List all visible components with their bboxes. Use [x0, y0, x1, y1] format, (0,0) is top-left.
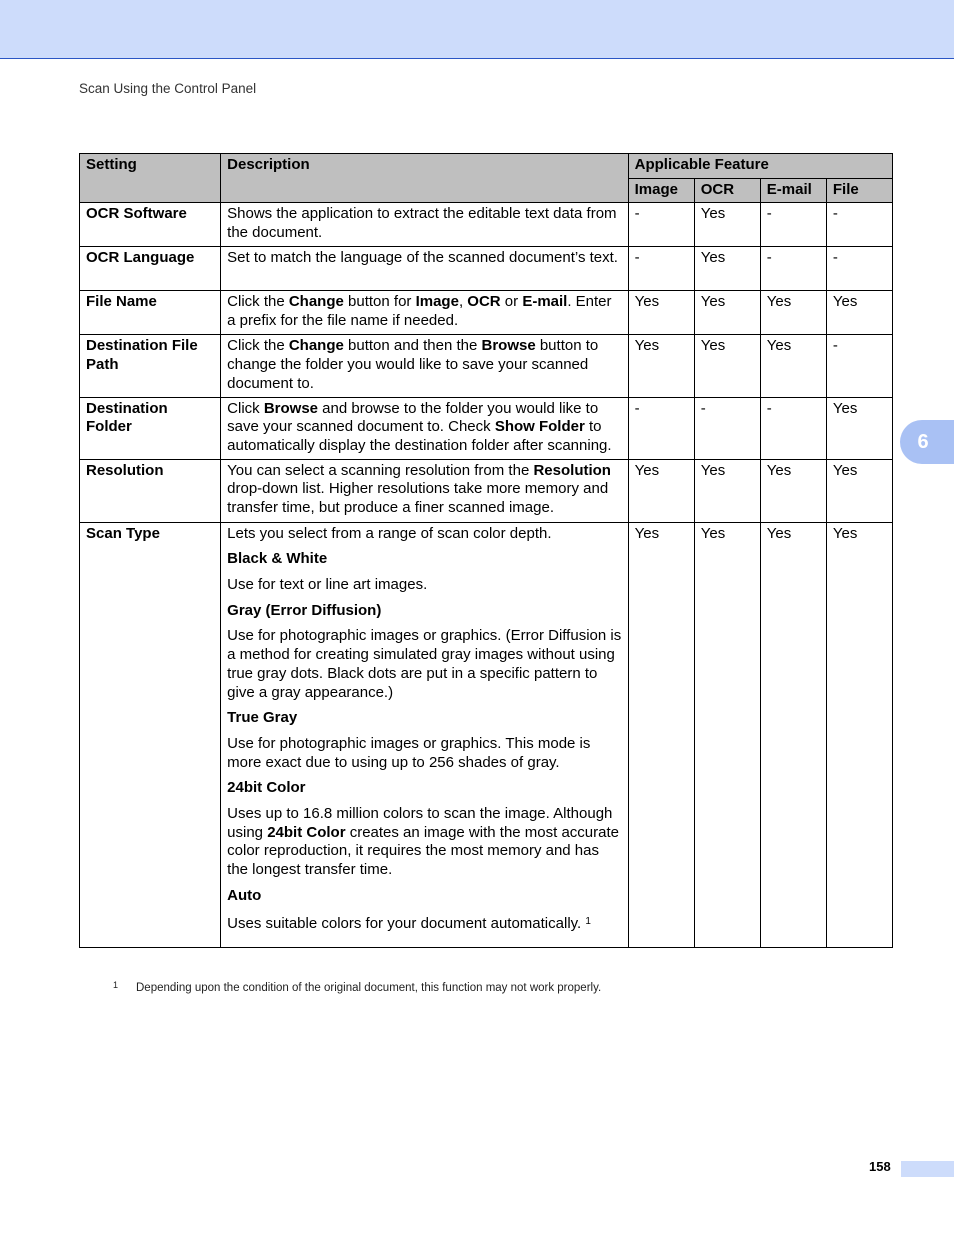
description-paragraph: Lets you select from a range of scan color depth. [227, 524, 552, 542]
feature-value-cell: Yes [826, 291, 892, 335]
feature-value-cell: - [628, 203, 694, 247]
header-email: E-mail [760, 178, 826, 203]
description-cell: You can select a scanning resolution from the Resolution drop-down list. Higher resolutions take more memory and transfer time, but produce a finer scanned image. [221, 459, 628, 522]
footnote [113, 982, 601, 994]
feature-value-cell: - [628, 397, 694, 459]
chapter-tab: 6 [900, 420, 954, 464]
table-row [80, 397, 893, 459]
feature-value-cell: Yes [760, 291, 826, 335]
feature-value-cell: Yes [694, 459, 760, 522]
setting-cell: OCR Language [80, 247, 221, 291]
feature-value-cell: - [760, 203, 826, 247]
feature-value-cell: Yes [628, 335, 694, 397]
feature-value-cell: Yes [826, 397, 892, 459]
table-row [80, 522, 893, 947]
feature-value-cell: - [628, 247, 694, 291]
scan-type-option-heading: True Gray [227, 709, 298, 727]
feature-value-cell: Yes [694, 247, 760, 291]
top-header-band [0, 0, 954, 59]
header-file: File [826, 178, 892, 203]
setting-cell: Scan Type [80, 522, 221, 947]
setting-cell: OCR Software [80, 203, 221, 247]
feature-value-cell: Yes [694, 335, 760, 397]
feature-value-cell: - [826, 203, 892, 247]
description-paragraph: Use for text or line art images. [227, 576, 428, 594]
feature-value-cell: Yes [628, 459, 694, 522]
description-cell: Set to match the language of the scanned document’s text. [221, 247, 628, 291]
settings-table [79, 153, 893, 948]
feature-value-cell: Yes [694, 291, 760, 335]
table-row [80, 203, 893, 247]
feature-value-cell: - [826, 335, 892, 397]
feature-value-cell: - [760, 397, 826, 459]
feature-value-cell: Yes [628, 522, 694, 947]
feature-value-cell: Yes [628, 291, 694, 335]
feature-value-cell: - [826, 247, 892, 291]
scan-type-option-heading: Black & White [227, 550, 328, 568]
feature-value-cell: - [694, 397, 760, 459]
page-number: 158 [869, 1159, 891, 1174]
scan-type-option-heading: 24bit Color [227, 779, 306, 797]
table-row [80, 247, 893, 291]
setting-cell: Destination Folder [80, 397, 221, 459]
table-body [80, 203, 893, 947]
table-row [80, 335, 893, 397]
feature-value-cell: - [760, 247, 826, 291]
header-image: Image [628, 178, 694, 203]
description-cell: Click Browse and browse to the folder you would like to save your scanned document to. Check Show Folder to automatically display the destination folder after scanning. [221, 397, 628, 459]
footnote-text: Depending upon the condition of the original document, this function may not work properly. [136, 982, 602, 994]
header-applicable-feature: Applicable Feature [628, 154, 892, 179]
scan-type-option-heading: Gray (Error Diffusion) [227, 601, 382, 619]
description-paragraph: Uses suitable colors for your document automatically. $^1$ [227, 914, 591, 932]
feature-value-cell: Yes [760, 459, 826, 522]
feature-value-cell: Yes [760, 522, 826, 947]
feature-value-cell: Yes [694, 522, 760, 947]
description-cell: Shows the application to extract the editable text data from the document. [221, 203, 628, 247]
table-row [80, 291, 893, 335]
feature-value-cell: Yes [826, 522, 892, 947]
footnote-mark: 1 [113, 980, 119, 990]
header-description: Description [221, 154, 628, 203]
feature-value-cell: Yes [826, 459, 892, 522]
description-paragraph: Uses up to 16.8 million colors to scan the image. Although using 24bit Color creates an image with the most accurate color reproduction, it requires the most memory and has the longest transfer time. [227, 805, 619, 879]
description-cell: Click the Change button and then the Browse button to change the folder you would like to save your scanned document to. [221, 335, 628, 397]
scan-type-option-heading: Auto [227, 886, 262, 904]
description-cell: Click the Change button for Image, OCR or E-mail. Enter a prefix for the file name if needed. [221, 291, 628, 335]
setting-cell: Destination File Path [80, 335, 221, 397]
description-paragraph: Use for photographic images or graphics. This mode is more exact due to using up to 256 shades of gray. [227, 734, 591, 771]
table-row [80, 459, 893, 522]
running-head: Scan Using the Control Panel [79, 81, 257, 96]
feature-value-cell: Yes [760, 335, 826, 397]
description-paragraph: Use for photographic images or graphics. (Error Diffusion is a method for creating simulated gray images without using true gray dots. Black dots are put in a specific pattern to give a gray appearance.) [227, 627, 622, 701]
description-cell [221, 522, 628, 947]
page-number-bar [901, 1161, 954, 1177]
feature-value-cell: Yes [694, 203, 760, 247]
setting-cell: Resolution [80, 459, 221, 522]
header-setting: Setting [80, 154, 221, 203]
setting-cell: File Name [80, 291, 221, 335]
header-ocr: OCR [694, 178, 760, 203]
